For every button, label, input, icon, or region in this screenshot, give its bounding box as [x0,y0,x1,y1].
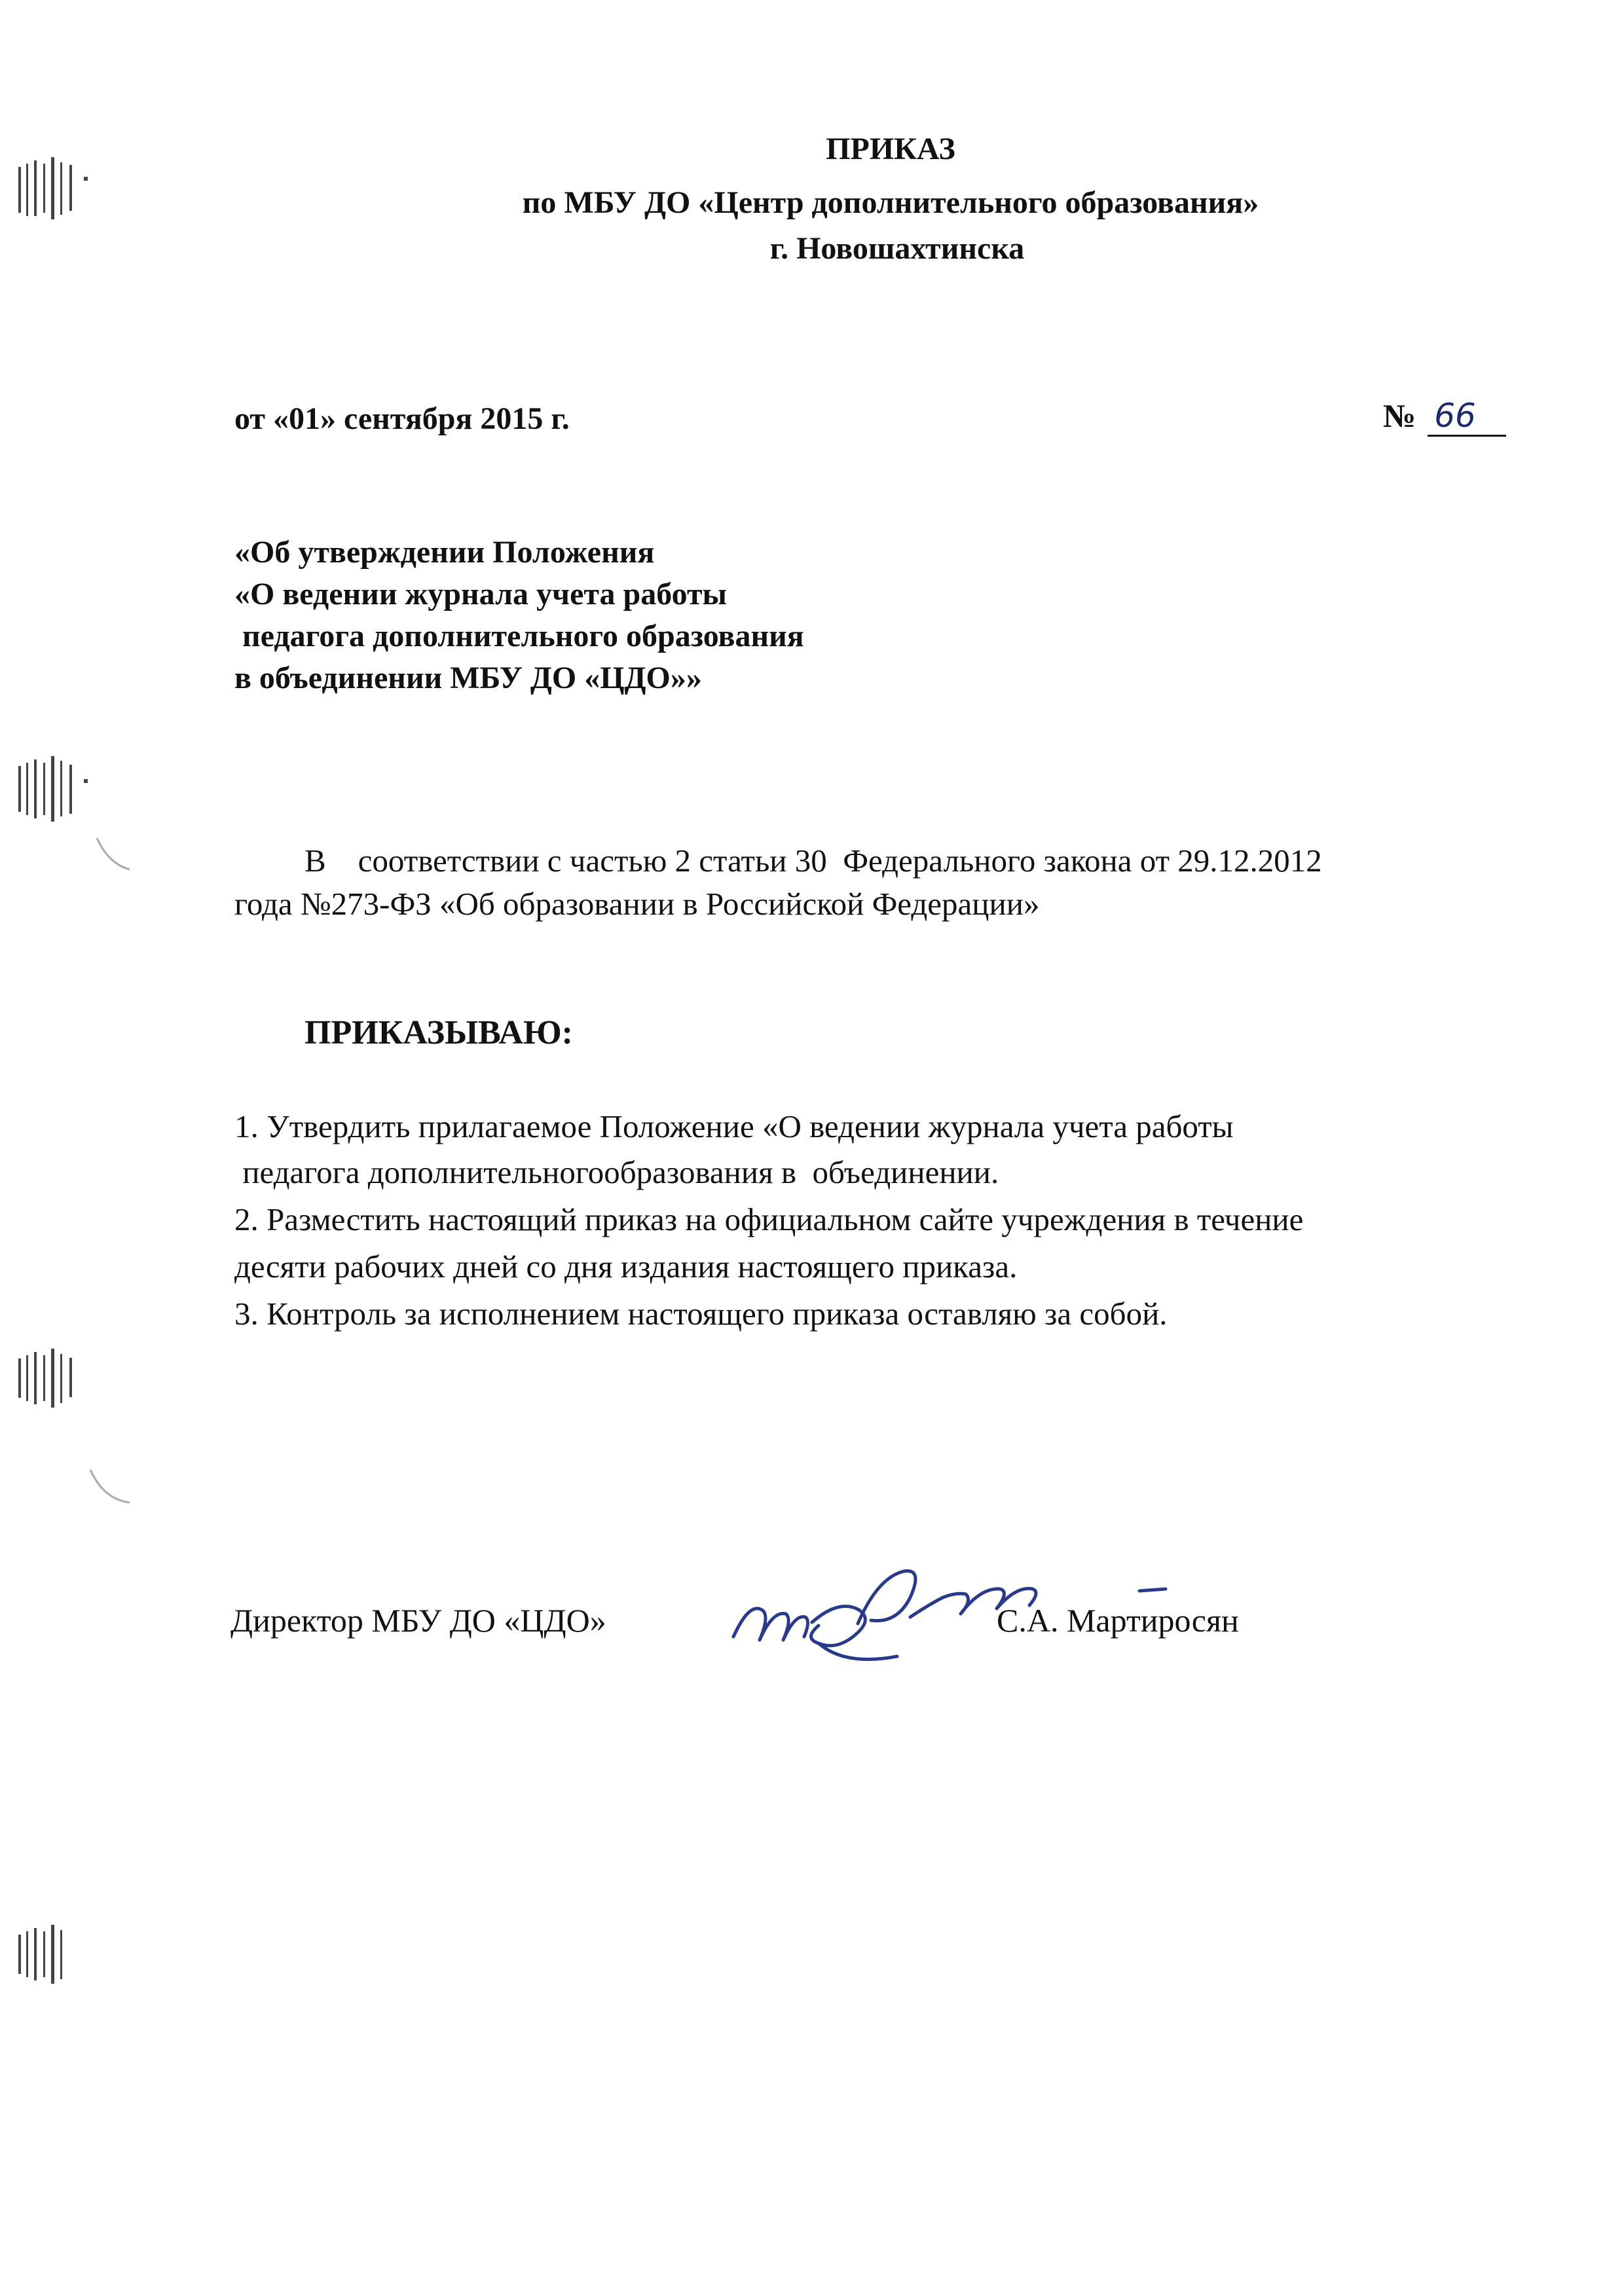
item-1-line-2: педагога дополнительногообразования в объединении. [234,1154,999,1190]
scan-margin-marks [12,0,130,2296]
subject-line-2: «О ведении журнала учета работы [234,577,728,611]
organization-name: по МБУ ДО «Центр дополнительного образования» [522,185,1259,220]
order-number-handwritten: 66 [1428,397,1506,437]
item-2-line-1: 2. Разместить настоящий приказ на официальном сайте учреждения в течение [234,1201,1304,1237]
order-number-label: № [1383,397,1416,434]
item-2-line-2: десяти рабочих дней со дня издания настоящего приказа. [234,1248,1018,1285]
item-1-line-1: 1. Утвердить прилагаемое Положение «О ведении журнала учета работы [234,1108,1234,1144]
item-3: 3. Контроль за исполнением настоящего приказа оставляю за собой. [234,1296,1168,1332]
subject-line-4: в объединении МБУ ДО «ЦДО»» [234,661,702,695]
order-date: от «01» сентября 2015 г. [234,401,570,436]
preamble-line-1: В соответствии с частью 2 статьи 30 Федерального закона от 29.12.2012 [304,843,1322,879]
subject-line-1: «Об утверждении Положения [234,535,655,570]
signatory-position: Директор МБУ ДО «ЦДО» [231,1602,606,1639]
decree-heading: ПРИКАЗЫВАЮ: [304,1014,573,1051]
order-number [1383,397,1506,437]
signatory-name: С.А. Мартиросян [997,1602,1239,1639]
subject-line-3: педагога дополнительного образования [234,619,804,653]
document-title: ПРИКАЗ [826,132,955,166]
city-name: г. Новошахтинска [769,231,1025,266]
preamble-line-2: года №273-ФЗ «Об образовании в Российской Федерации» [234,886,1040,922]
